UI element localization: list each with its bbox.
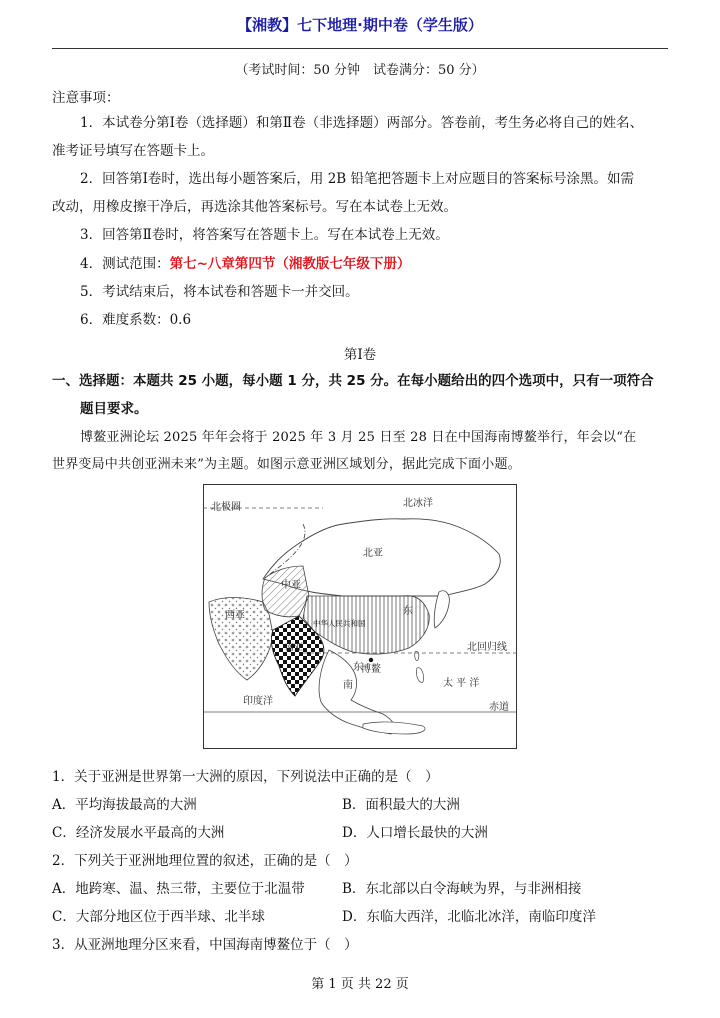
question-1-option-c: C．经济发展水平最高的大洲 xyxy=(52,825,225,841)
note-item-3: 3．回答第Ⅱ卷时，将答案写在答题卡上。写在本试卷上无效。 xyxy=(80,227,449,243)
label-boao: 博鳌 xyxy=(361,664,381,675)
note-item-4-prefix: 4．测试范围： xyxy=(80,256,170,272)
section-heading: 一、选择题：本题共 25 小题，每小题 1 分，共 25 分。在每小题给出的四个选项中，只有一项符合 xyxy=(52,373,654,389)
label-southeast-asia-1: 东 xyxy=(353,662,363,673)
section-label: 第Ⅰ卷 xyxy=(343,347,377,363)
note-item-2-cont: 改动，用橡皮擦干净后，再选涂其他答案标号。写在本试卷上无效。 xyxy=(52,199,457,215)
label-arctic-circle: 北极圈 xyxy=(211,502,241,513)
header-divider xyxy=(52,48,668,49)
note-item-4 xyxy=(80,250,410,278)
label-west-asia: 西亚 xyxy=(225,610,245,621)
label-east-asia: 东 xyxy=(403,606,413,617)
passage-line-1: 博鳌亚洲论坛 2025 年年会将于 2025 年 3 月 25 日至 28 日在中国海南博鳌举行，年会以“在 xyxy=(80,430,637,445)
label-equator: 赤道 xyxy=(489,702,509,713)
question-2-option-d: D．东临大西洋，北临北冰洋，南临印度洋 xyxy=(342,909,596,925)
label-southeast-asia-2: 南 xyxy=(343,680,353,691)
note-item-5: 5．考试结束后，将本试卷和答题卡一并交回。 xyxy=(80,284,359,300)
exam-info: （考试时间：50 分钟 试卷满分：50 分） xyxy=(235,63,485,78)
label-tropic-of-cancer: 北回归线 xyxy=(467,642,507,653)
label-south-asia: 南亚 xyxy=(285,643,304,653)
question-2-option-a: A．地跨寒、温、热三带，主要位于北温带 xyxy=(52,881,305,897)
page-number: 第 1 页 共 22 页 xyxy=(311,977,409,992)
label-central-asia: 中亚 xyxy=(281,580,301,591)
question-2-option-b: B．东北部以白令海峡为界，与非洲相接 xyxy=(342,881,582,897)
label-pacific-ocean: 太 平 洋 xyxy=(443,678,480,689)
document-title: 【湘教】七下地理·期中卷（学生版） xyxy=(237,16,483,34)
question-2-stem: 2．下列关于亚洲地理位置的叙述，正确的是（ ） xyxy=(52,853,358,869)
note-item-1-cont: 准考证号填写在答题卡上。 xyxy=(52,143,214,159)
question-1-option-b: B．面积最大的大洲 xyxy=(342,797,460,813)
test-scope-highlight: 第七~八章第四节（湘教版七年级下册） xyxy=(169,256,411,272)
note-item-1: 1．本试卷分第Ⅰ卷（选择题）和第Ⅱ卷（非选择题）两部分。答卷前，考生务必将自己的姓名、 xyxy=(80,115,644,131)
question-3-stem: 3．从亚洲地理分区来看，中国海南博鳌位于（ ） xyxy=(52,937,358,953)
note-item-2: 2．回答第Ⅰ卷时，选出每小题答案后，用 2B 铅笔把答题卡上对应题目的答案标号涂黑。如需 xyxy=(80,171,635,187)
label-prc: 中华人民共和国 xyxy=(313,619,366,628)
passage-line-2: 世界变局中共创亚洲未来”为主题。如图示意亚洲区域划分，据此完成下面小题。 xyxy=(52,457,521,472)
asia-region-map xyxy=(203,484,517,749)
question-2-option-c: C．大部分地区位于西半球、北半球 xyxy=(52,909,265,925)
notes-title: 注意事项： xyxy=(52,90,120,106)
question-1-option-d: D．人口增长最快的大洲 xyxy=(342,825,488,841)
question-1-option-a: A．平均海拔最高的大洲 xyxy=(52,797,197,813)
label-arctic-ocean: 北冰洋 xyxy=(403,498,433,509)
question-1-stem: 1．关于亚洲是世界第一大洲的原因，下列说法中正确的是（ ） xyxy=(52,769,439,785)
note-item-6: 6．难度系数：0.6 xyxy=(80,312,192,328)
label-north-asia: 北亚 xyxy=(363,548,383,559)
section-heading-cont: 题目要求。 xyxy=(80,401,148,417)
boao-marker xyxy=(369,658,373,662)
label-indian-ocean: 印度洋 xyxy=(243,696,273,707)
